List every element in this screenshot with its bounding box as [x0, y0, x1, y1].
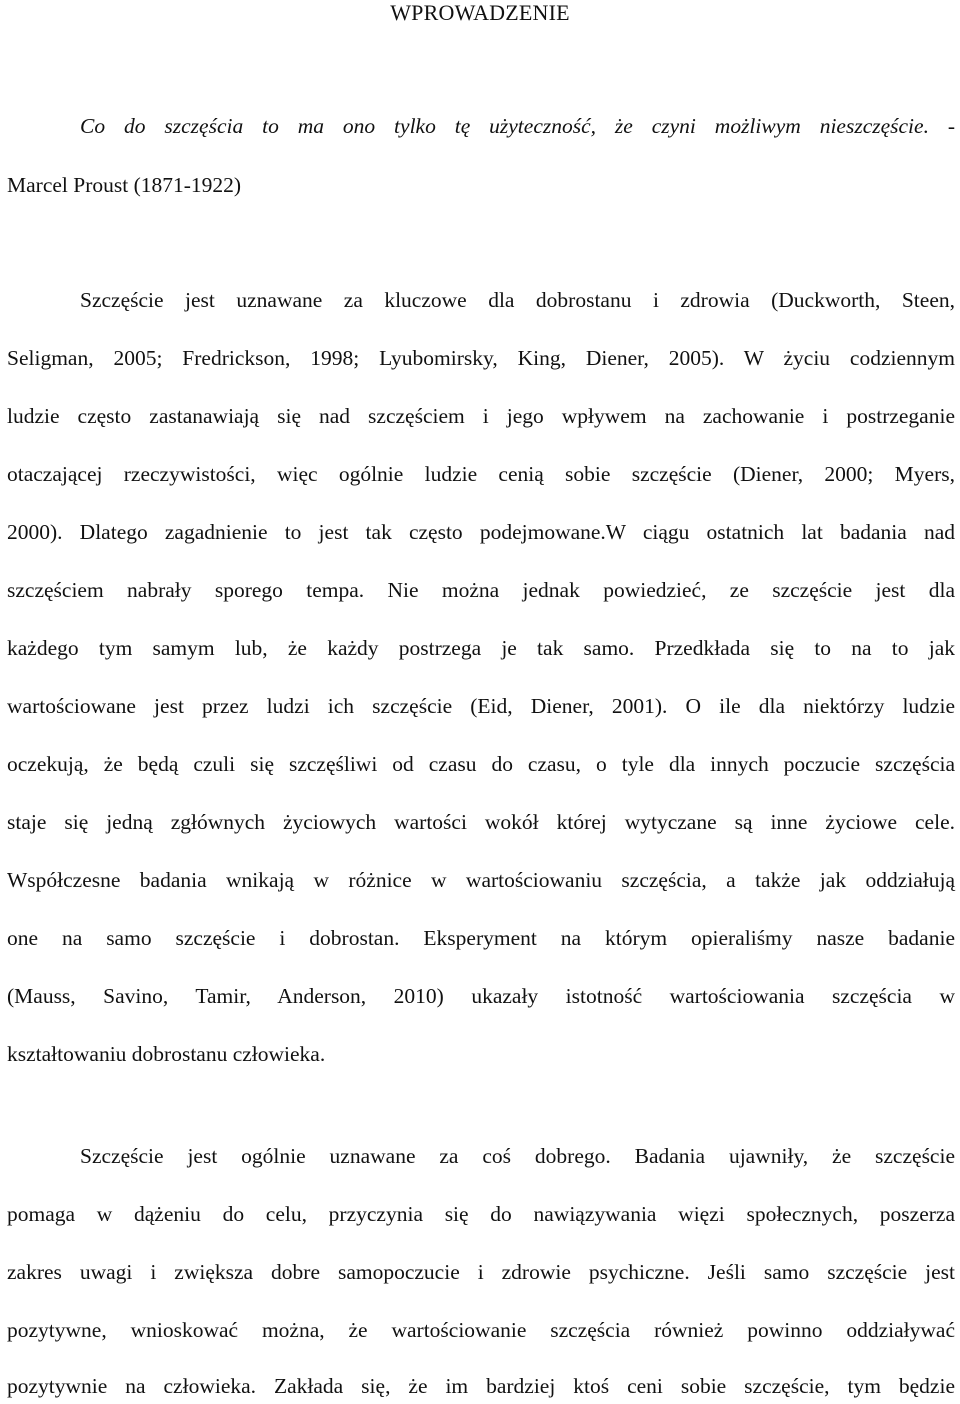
paragraph-line: kształtowaniu dobrostanu człowieka. [7, 1042, 326, 1066]
paragraph-line: Szczęście jest ogólnie uznawane za coś dobrego. Badania ujawniły, że szczęście [80, 1144, 955, 1168]
paragraph-line: ludzie często zastanawiają się nad szczęściem i jego wpływem na zachowanie i postrzeganie [7, 404, 955, 428]
paragraph-line: Szczęście jest uznawane za kluczowe dla dobrostanu i zdrowia (Duckworth, Steen, [80, 288, 955, 312]
epigraph-quote: Co do szczęścia to ma ono tylko tę użyteczność, że czyni możliwym nieszczęście. - [80, 114, 955, 138]
paragraph-line: każdego tym samym lub, że każdy postrzega je tak samo. Przedkłada się to na to jak [7, 636, 955, 660]
page-title: WPROWADZENIE [390, 0, 570, 25]
paragraph-line: (Mauss, Savino, Tamir, Anderson, 2010) ukazały istotność wartościowania szczęścia w [7, 984, 955, 1008]
paragraph-line: zakres uwagi i zwiększa dobre samopoczucie i zdrowie psychiczne. Jeśli samo szczęście jest [7, 1260, 955, 1284]
epigraph-attribution: Marcel Proust (1871-1922) [7, 173, 242, 197]
paragraph-line: pozytywnie na człowieka. Zakłada się, że im bardziej ktoś ceni sobie szczęście, tym będzie [7, 1374, 955, 1398]
paragraph-line: wartościowane jest przez ludzi ich szczęście (Eid, Diener, 2001). O ile dla niektórzy ludzie [7, 694, 955, 718]
paragraph-line: pomaga w dążeniu do celu, przyczynia się do nawiązywania więzi społecznych, poszerza [7, 1202, 955, 1226]
paragraph-line: pozytywne, wnioskować można, że wartościowanie szczęścia również powinno oddziaływać [7, 1318, 955, 1342]
paragraph-line: szczęściem nabrały sporego tempa. Nie można jednak powiedzieć, ze szczęście jest dla [7, 578, 955, 602]
paragraph-line: oczekują, że będą czuli się szczęśliwi od czasu do czasu, o tyle dla innych poczucie szczęścia [7, 752, 955, 776]
paragraph-line: one na samo szczęście i dobrostan. Eksperyment na którym opieraliśmy nasze badanie [7, 926, 955, 950]
paragraph-line: otaczającej rzeczywistości, więc ogólnie ludzie cenią sobie szczęście (Diener, 2000; Myers, [7, 462, 955, 486]
paragraph-line: Seligman, 2005; Fredrickson, 1998; Lyubomirsky, King, Diener, 2005). W życiu codziennym [7, 346, 955, 370]
paragraph-line: Współczesne badania wnikają w różnice w wartościowaniu szczęścia, a także jak oddziałują [7, 868, 955, 892]
paragraph-line: 2000). Dlatego zagadnienie to jest tak często podejmowane.W ciągu ostatnich lat badania nad [7, 520, 955, 544]
paragraph-line: staje się jedną zgłównych życiowych wartości wokół której wytyczane są inne życiowe cele. [7, 810, 955, 834]
